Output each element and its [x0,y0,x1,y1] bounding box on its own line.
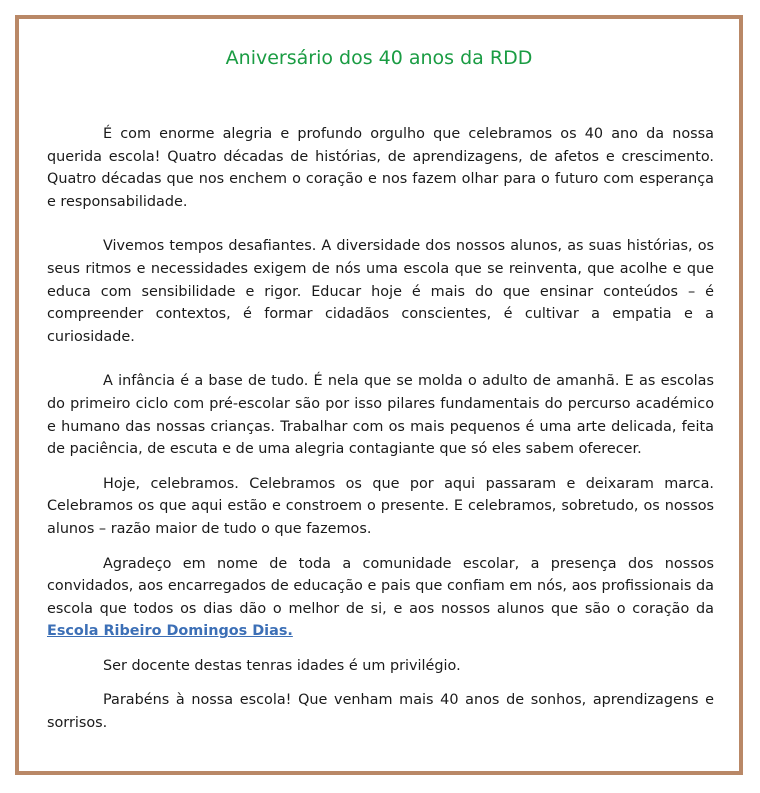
paragraph-privilege: Ser docente destas tenras idades é um privilégio. [103,657,461,674]
page-title: Aniversário dos 40 anos da RDD [225,47,533,69]
paragraph-challenges: Vivemos tempos desafiantes. A diversidade dos nossos alunos, as suas histórias, os seus ritmos e necessidades exigem de nós uma escola que se reinventa, que acolhe e que educa com sensibilidade e rigor. Educar hoje é mais do que ensinar conteúdos – é compreender contextos, é formar cidadãos conscientes, é cultivar a empatia e a curiosidade. [47,238,714,345]
paragraph-thanks [47,553,714,643]
document-frame [15,15,743,775]
paragraph-celebration: Hoje, celebramos. Celebramos os que por aqui passaram e deixaram marca. Celebramos os que aqui estão e constroem o presente. E celebramos, sobretudo, os nossos alunos – razão maior de tudo o que fazemos. [47,475,714,537]
paragraph-congratulations: Parabéns à nossa escola! Que venham mais 40 anos de sonhos, aprendizagens e sorrisos. [47,692,714,732]
document-body [47,123,714,735]
paragraph-intro: É com enorme alegria e profundo orgulho que celebramos os 40 ano da nossa querida escola! Quatro décadas de histórias, de aprendizagens, de afetos e crescimento. Quatro décadas que nos enchem o coração e nos fazem olhar para o futuro com esperança e responsabilidade. [47,126,714,210]
paragraph-childhood: A infância é a base de tudo. É nela que se molda o adulto de amanhã. E as escolas do primeiro ciclo com pré-escolar são por isso pilares fundamentais do percurso académico e humano das nossas crianças. Trabalhar com os mais pequenos é uma arte delicada, feita de paciência, de escuta e de uma alegria contagiante que só eles sabem oferecer. [47,373,714,458]
school-name-link[interactable]: Escola Ribeiro Domingos Dias. [47,623,293,640]
paragraph-thanks-text: Agradeço em nome de toda a comunidade escolar, a presença dos nossos convidados, aos encarregados de educação e pais que confiam em nós, aos profissionais da escola que todos os dias dão o melhor de si, e aos nossos alunos que são o coração da [47,555,714,617]
